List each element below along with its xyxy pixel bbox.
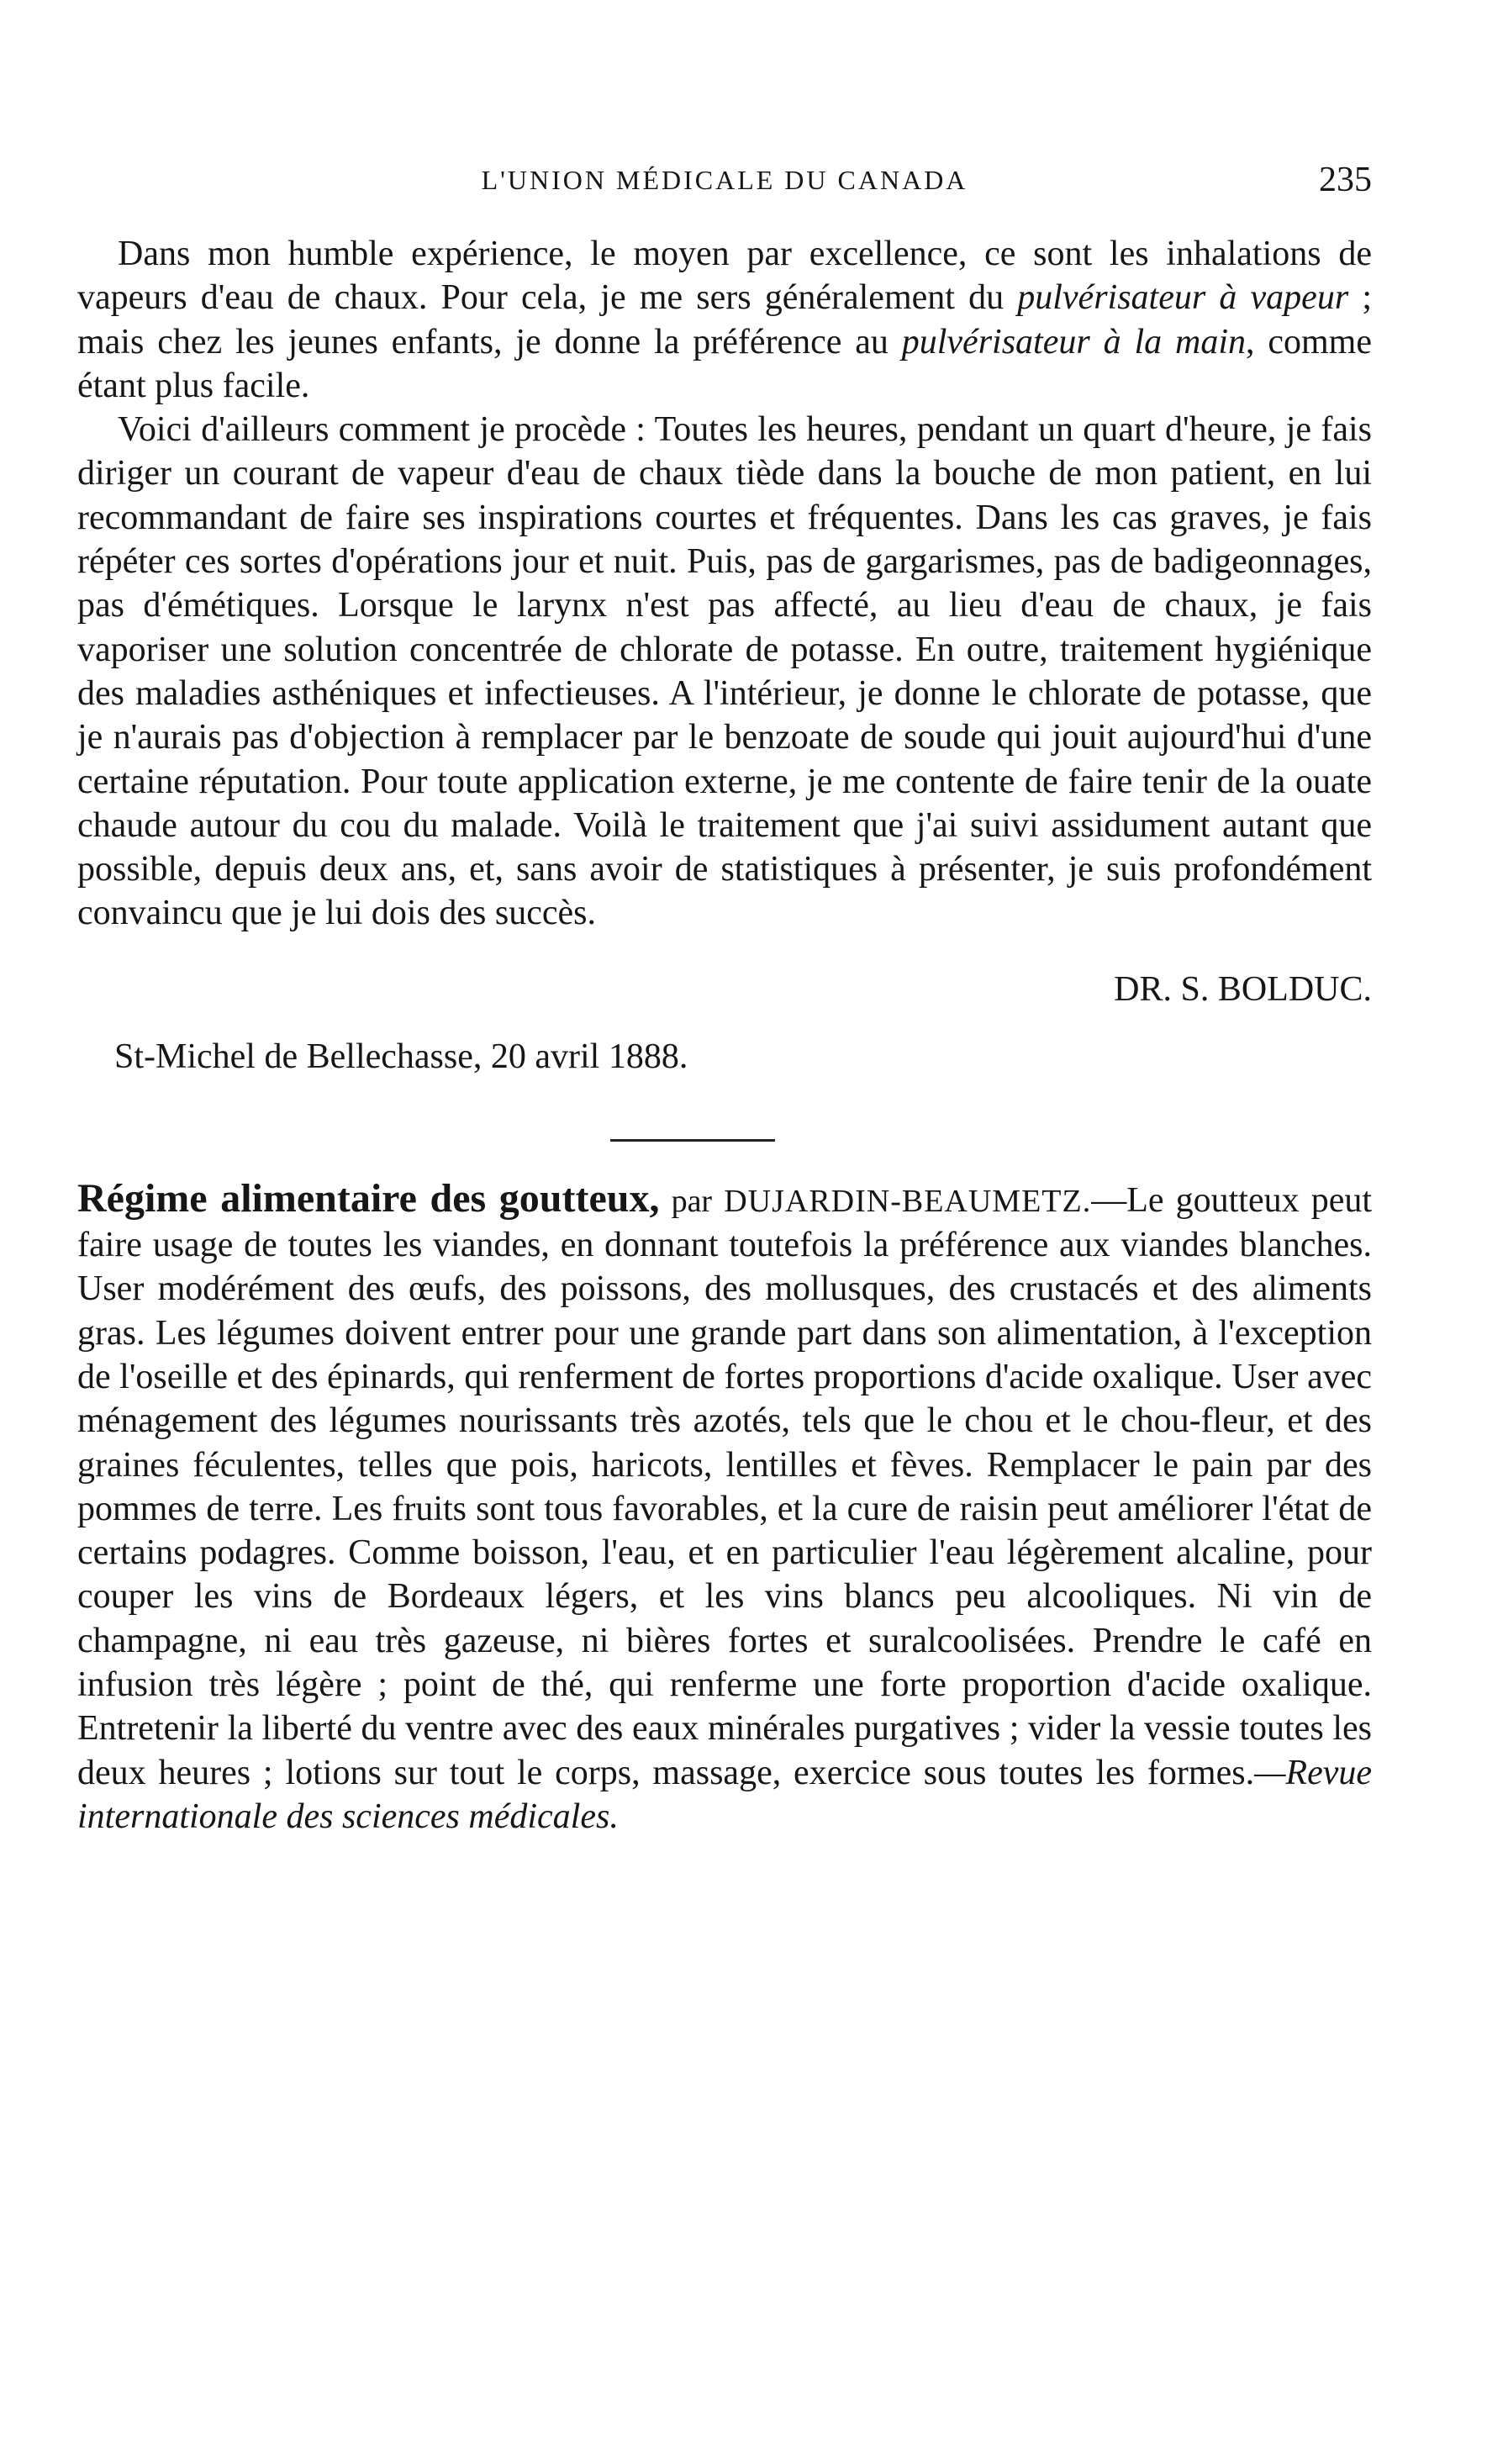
letter-p1-text-b: ; mais chez les jeunes enfants, je donne la préférence au <box>77 278 1373 361</box>
article-body: —Le goutteux peut faire usage de toutes les viandes, en donnant toutefois la préférence aux viandes blanches. User modérément des œufs, des poissons, des mollusques, des crustacés et des aliments gras. Les légumes doivent entrer pour une grande part dans son alimentation, à l'exception de l'oseille et des épinards, qui renferment de fortes proportions d'acide oxalique. User avec ménagement des légumes nourissants très azotés, tels que le chou et le chou-fleur, et des graines féculentes, telles que pois, haricots, lentilles et fèves. Remplacer le pain par des pommes de terre. Les fruits sont tous favorables, et la cure de raisin peut améliorer l'état de certains podagres. Comme boisson, l'eau, et en particulier l'eau légèrement alcaline, pour couper les vins de Bordeaux légers, et les vins blancs peu alcooliques. Ni vin de champagne, ni eau très gazeuse, ni bières fortes et suralcoolisées. Prendre le café en infusion très légère ; point de thé, qui renferme une forte proportion d'acide oxalique. Entretenir la liberté du ventre avec des eaux minérales purgatives ; vider la vessie toutes les deux heures ; lotions sur tout le corps, massage, exercice sous toutes les formes. <box>77 1180 1373 1792</box>
page-number: 235 <box>1319 161 1372 199</box>
journal-title: L'UNION MÉDICALE DU CANADA <box>481 165 968 195</box>
signature-text: DR. S. BOLDUC. <box>1114 969 1372 1009</box>
place-date: St-Michel de Bellechasse, 20 avril 1888. <box>114 1037 688 1076</box>
letter-p1-emphasis-2: pulvérisateur à la main <box>901 322 1246 361</box>
letter-p1-text-a: Dans mon humble expérience, le moyen par excellence, ce sont les inhalations de vapeurs d'eau de chaux. Pour cela, je me sers généralement du <box>77 235 1372 318</box>
section-divider <box>610 1139 775 1142</box>
journal-page <box>77 160 1372 1839</box>
article-author: DUJARDIN-BEAUMETZ. <box>724 1183 1092 1219</box>
letter-p1-emphasis-1: pulvérisateur à vapeur <box>1017 278 1349 318</box>
letter-paragraph-2: Voici d'ailleurs comment je procède : Toutes les heures, pendant un quart d'heure, je fais diriger un courant de vapeur d'eau de chaux tiède dans la bouche de mon patient, en lui recommandant de faire ses inspirations courtes et fréquentes. Dans les cas graves, je fais répéter ces sortes d'opérations jour et nuit. Puis, pas de gargarismes, pas de badigeonnages, pas d'émétiques. Lorsque le larynx n'est pas affecté, au lieu d'eau de chaux, je fais vaporiser une solution concentrée de chlorate de potasse. En outre, traitement hygiénique des maladies asthéniques et infectieuses. A l'intérieur, je donne le chlorate de potasse, que je n'aurais pas d'objection à remplacer par le benzoate de soude qui jouit aujourd'hui d'une certaine réputation. Pour toute application externe, je me contente de faire tenir de la ouate chaude autour du cou du malade. Voilà le traitement que j'ai suivi assidument autant que possible, depuis deux ans, et, sans avoir de statistiques à présenter, je suis profondément convaincu que je lui dois des succès. <box>77 410 1372 933</box>
letter-p1-text-c: , comme étant plus facile. <box>77 322 1372 405</box>
letter-paragraph-1 <box>77 232 1372 408</box>
article-paragraph <box>77 1177 1372 1839</box>
running-header <box>77 160 1372 210</box>
signature <box>77 968 1372 1011</box>
article-title: Régime alimentaire des goutteux, <box>77 1175 660 1221</box>
article-source: —Revue internationale des sciences médicales. <box>77 1753 1372 1836</box>
byline-par: par <box>671 1183 713 1219</box>
